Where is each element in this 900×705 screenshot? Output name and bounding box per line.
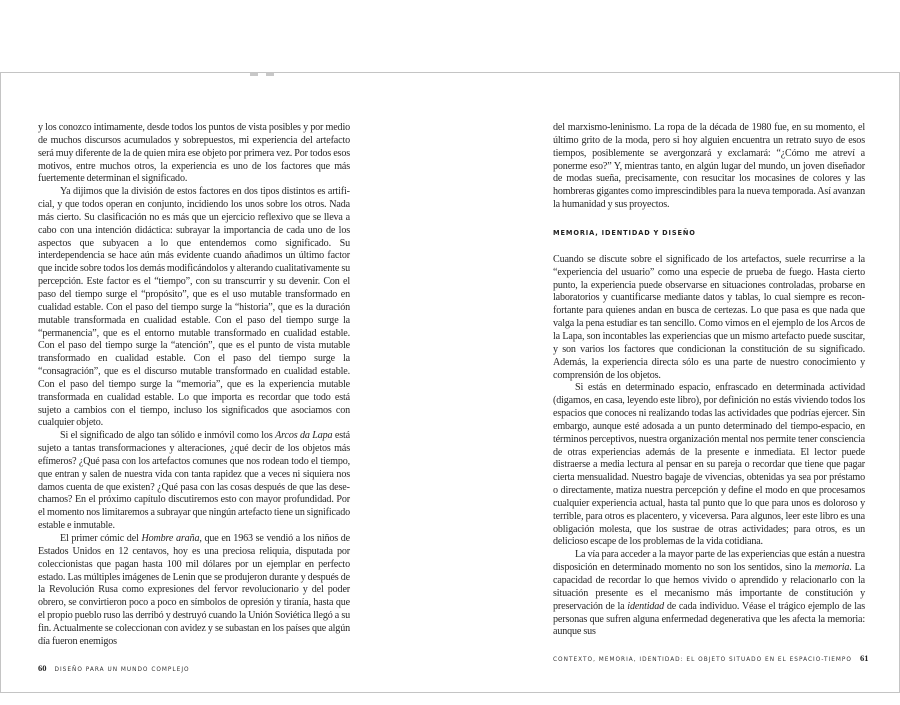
- paragraph: [553, 549, 865, 639]
- text-run: del marxismo-leninismo. La ropa de la década de 1980 fue, en su momento, el último grito de la moda, pero si hoy alguien encuentra un retrato suyo de esos tiempos, posiblemente se avergonzará y exclamará: “¿Cómo me atreví a ponerme eso?” Y, mientras tanto, en algún lugar del mundo, un joven diseñador de modas sueña, precisamente, con resucitar los mocasines de colores y las hombreras gigantes como imprescindibles para la nueva temporada. Así avanzan la humanidad y sus proyectos.: [553, 122, 865, 211]
- text-run: Ya dijimos que la división de estos factores en dos tipos distintos es artificial, y que todos operan en conjunto, incidiendo los unos sobre los otros. Nada más cierto. Su clasificación no es más que un ejercicio reflexivo que se lleva a cabo con una intención didáctica: subrayar la importancia de cada uno de los aspectos que subyacen a lo que entendemos como significado. Su interdependencia se hace aún más evidente cuando añadimos un último factor que incide sobre todos los demás modificándolos y alterando cualitativamente su percepción. Este factor es el “tiempo”, con su transcurrir y su devenir. Con el paso del tiempo surge el “propósito”, que es el uso mutable transformado en cualidad estable. Con el paso del tiempo surge la “historia”, que es la duración mutable transformada en cualidad estable. Con el paso del tiempo surge la “permanencia”, que es el entorno mutable transformado en cualidad estable. Con el paso del tiempo surge la “atención”, que es el punto de vista mutable transformado en cualidad estable. Con el paso del tiempo surge la “consagración”, que es el discurso mutable transformado en cualidad estable. Con el paso del tiempo surge la “memoria”, que es la experiencia mutable transformada en cualidad estable. Lo que importa es recordar que todo está sujeto a cambios con el tiempo, incluso los significados que asociamos con cualquier objeto.: [38, 186, 350, 429]
- paragraph: [38, 430, 350, 533]
- running-head: DISEÑO PARA UN MUNDO COMPLEJO: [54, 666, 190, 673]
- text-run: Cuando se discute sobre el significado de los artefactos, suele recurrirse a la “experiencia del usuario” como una especie de prueba de fuego. Hasta cierto punto, la experiencia puede observarse en situaciones controladas, probarse en laboratorios y cuantificarse mediante datos y tablas, lo cual siempre es reconfortante para quienes andan en busca de certezas. Lo que pasa es que nada que valga la pena estudiar es tan sencillo. Como vimos en el ejemplo de los Arcos de la Lapa, son incontables las experiencias que un mismo artefacto puede suscitar, y son varios los factores que condicionan la constitución de su significado. Además, la experiencia directa sólo es una parte de nuestro conocimiento y comprensión de los objetos.: [553, 253, 865, 381]
- paragraph: [553, 122, 865, 212]
- paragraph: [38, 122, 350, 186]
- right-page-footer: [553, 653, 869, 665]
- text-run: La vía para acceder a la mayor parte de las experiencias que están a nuestra disposición en determinado momento no son los sentidos, sino la: [553, 549, 865, 574]
- text-run: . La capacidad de recordar lo que hemos vivido o aprendido y relacionarlo con la situación presente es el mecanismo más importante de constitución y preservación de la: [553, 562, 866, 612]
- section-heading: MEMORIA, IDENTIDAD Y DISEÑO: [553, 228, 696, 237]
- gutter-mark-left: [250, 73, 258, 76]
- text-run: de cada individuo. Véase el trágico ejemplo de las personas que sufren alguna enfermedad degenerativa que les afecta la memoria: aunque sus: [553, 600, 865, 638]
- gutter-mark-right: [266, 73, 274, 76]
- paragraph: [38, 186, 350, 430]
- left-page: [38, 122, 350, 675]
- paragraph: [553, 254, 865, 382]
- right-page: [553, 122, 869, 665]
- text-run: Si estás en determinado espacio, enfrascado en determinada actividad (digamos, en casa, leyendo este libro), por definición no estás viviendo todos los espacios que conoces ni realizando todas las actividades que podrías ejercer. Sin embargo, aunque esté adosada a un punto determinado del tiempo-espacio, en términos perceptivos, nuestra organización mental nos permite tener consciencia de otras experiencias además de la presente e inmediata. El lector puede distraerse a media lectura al pensar en su pareja o recordar que tiene que pagar cierta mensualidad. Nuestro bagaje de vivencias, obtenidas ya sea por préstamo o directamente, matiza nuestra percepción y define el modo en que procesamos cualquier experiencia actual, hasta tal punto que lo que para unos es doloroso y terrible, para otros es placentero, y viceversa. Para algunos, leer este libro es una obligación molesta, que los sustrae de otras actividades; para otros, es un delicioso escape de los problemas de la vida cotidiana.: [553, 382, 865, 548]
- text-run: está sujeto a tantas transformaciones y alteraciones, ¿qué decir de los objetos más efímeros? ¿Qué pasa con los artefactos comunes que nos rodean todo el tiempo, que entran y salen de nuestra vida con tanta rapidez que a veces ni siquiera nos damos cuenta de que existen? ¿Qué pasa con las cosas después de que las desechamos? En el próximo capítulo discutiremos esto con mayor profundidad. Por el momento nos limitaremos a subrayar que ningún artefacto tiene un significado estable e inmutable.: [38, 430, 350, 532]
- text-run: El primer cómic del: [60, 533, 142, 544]
- italic-text: Hombre araña: [141, 533, 200, 544]
- italic-text: Arcos da Lapa: [275, 430, 333, 442]
- left-page-footer: [38, 663, 350, 675]
- italic-text: memoria: [814, 562, 850, 574]
- left-page-body: [38, 122, 350, 649]
- page-number: 60: [38, 662, 47, 673]
- text-run: y los conozco intimamente, desde todos los puntos de vista posibles y por medio de muchos discursos acumulados y sobrepuestos, mi experiencia del artefacto será muy diferente de la de quien mira ese objeto por primera vez. Por todos esos motivos, entre muchos otros, la experiencia es uno de los factores que más fuertemente determinan el significado.: [38, 122, 350, 185]
- text-run: , que en 1963 se vendió a los niños de Estados Unidos en 12 centavos, hoy es una preciosa reliquia, disputada por coleccionistas que pagan hasta 100 mil dólares por un ejemplar en perfecto estado. Las múltiples imágenes de Lenin que se produjeron durante y después de la Revolución Rusa como expresiones del fervor revolucionario y del poder obrero, se convirtieron poco a poco en símbolos de opresión y tiranía, hasta que el propio pueblo ruso las derribó y destruyó cuando la Unión Soviética llegó a su fin. Actualmente se coleccionan con avidez y se subastan en los países que algún día fueron enemigos: [38, 533, 351, 647]
- page-number: 61: [859, 653, 869, 664]
- italic-text: identidad: [627, 600, 665, 612]
- text-run: Si el significado de algo tan sólido e inmóvil como los: [60, 430, 276, 442]
- paragraph: [38, 533, 350, 649]
- running-head: CONTEXTO, MEMORIA, IDENTIDAD: EL OBJETO SITUADO EN EL ESPACIO-TIEMPO: [553, 657, 852, 664]
- right-page-body: [553, 122, 865, 639]
- paragraph: [553, 382, 865, 549]
